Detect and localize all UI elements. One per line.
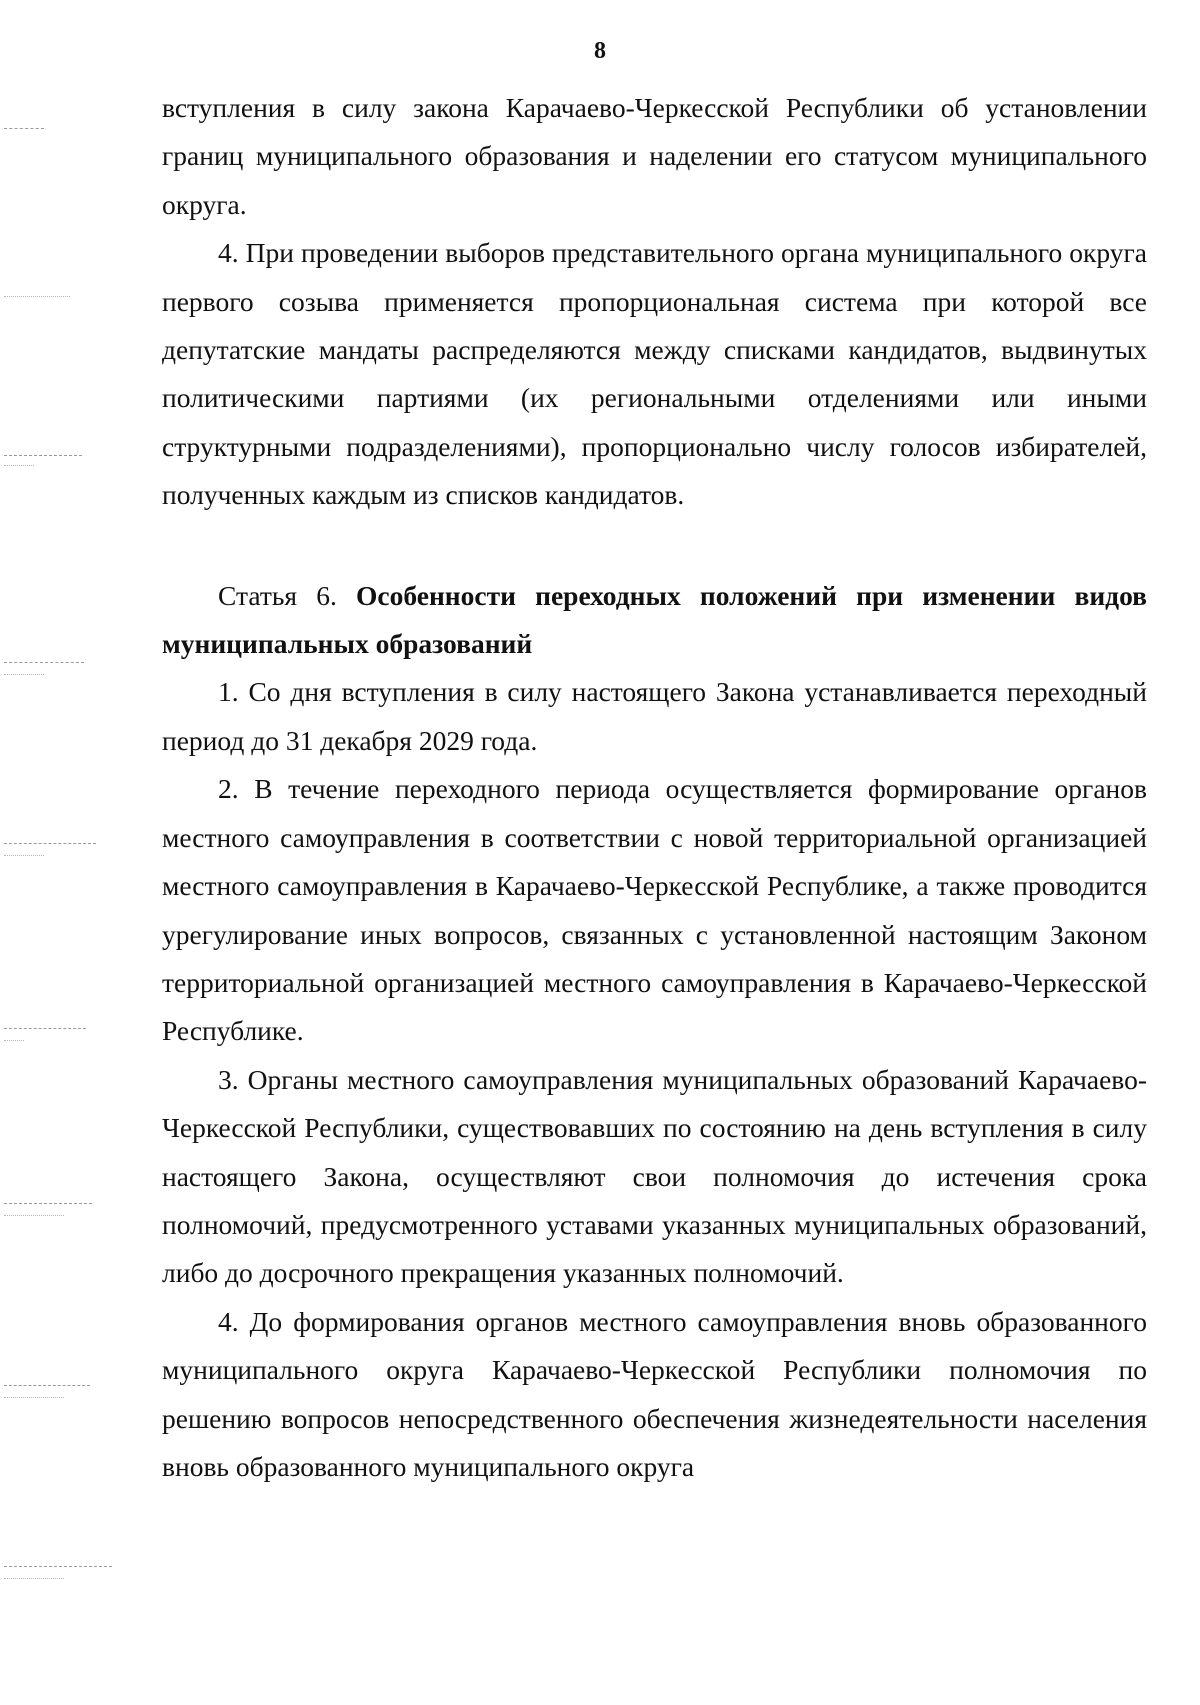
scan-artifact (4, 455, 82, 457)
paragraph-continuation: вступления в силу закона Карачаево-Черкесской Республики об установлении границ муниципального образования и наделении его статусом муниципального округа. (162, 92, 1147, 220)
scan-artifact (4, 1203, 92, 1205)
scan-artifact (4, 296, 70, 298)
scan-artifact (4, 1215, 64, 1217)
scan-artifact (4, 1040, 24, 1042)
scan-artifact (4, 1578, 64, 1580)
article-item-1: 1. Со дня вступления в силу настоящего Закона устанавливается переходный период до 31 декабря 2029 года. (162, 676, 1147, 756)
scan-artifact (4, 674, 44, 676)
scan-artifact (4, 662, 84, 664)
document-body (162, 84, 1147, 1491)
scan-artifact (4, 843, 96, 845)
article-heading (162, 572, 1147, 669)
article-item-4: 4. До формирования органов местного самоуправления вновь образованного муниципального округа Карачаево-Черкесской Республики полномочия по решению вопросов непосредственного обеспечения жизнедеятельности населения вновь образованного муниципального округа (162, 1305, 1147, 1482)
scan-artifact (4, 1385, 90, 1387)
article-item-3: 3. Органы местного самоуправления муниципальных образований Карачаево-Черкесской Республики, существовавших по состоянию на день вступления в силу настоящего Закона, осуществляют свои полномочия до истечения срока полномочий, предусмотренного уставами указанных муниципальных образований, либо до досрочного прекращения указанных полномочий. (162, 1063, 1147, 1289)
scan-artifact (4, 1566, 112, 1568)
paragraph-item-4: 4. При проведении выборов представительного органа муниципального округа первого созыва применяется пропорциональная система при которой все депутатские мандаты распределяются между списками кандидатов, выдвинутых политическими партиями (их региональными отделениями или иными структурными подразделениями), пропорционально числу голосов избирателей, полученных каждым из списков кандидатов. (162, 237, 1147, 511)
scan-artifact (4, 1028, 86, 1030)
scan-artifact (4, 465, 34, 467)
article-label: Статья 6. (218, 579, 337, 611)
scan-artifact (4, 855, 44, 857)
article-item-2: 2. В течение переходного периода осуществляется формирование органов местного самоуправления в соответствии с новой территориальной организацией местного самоуправления в Карачаево-Черкесской Республике, а также проводится урегулирование иных вопросов, связанных с установленной настоящим Законом территориальной организацией местного самоуправления в Карачаево-Черкесской Республике. (162, 773, 1147, 1047)
page-number: 8 (594, 38, 606, 64)
article-title: Особенности переходных положений при изменении видов муниципальных образований (162, 579, 1147, 660)
scan-artifact (4, 128, 44, 130)
scan-artifact (4, 1397, 64, 1399)
